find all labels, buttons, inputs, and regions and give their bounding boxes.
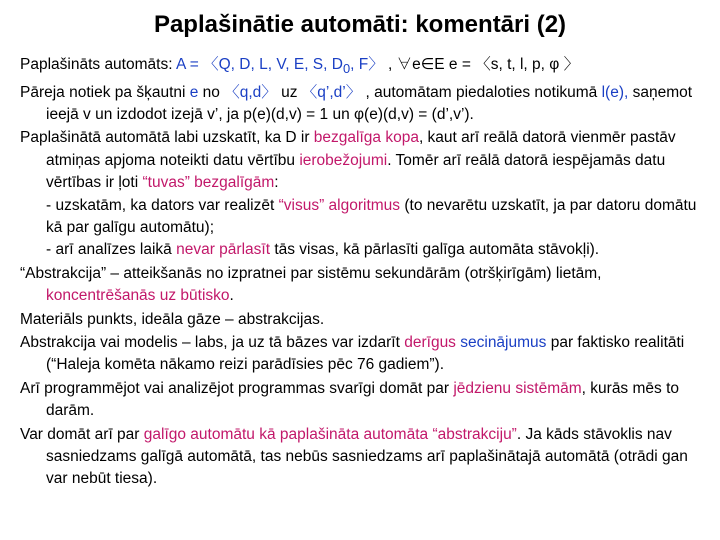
slide-body	[20, 54, 710, 492]
highlight-conclusions: secinājumus	[460, 333, 547, 351]
paragraph-model	[20, 332, 710, 377]
highlight-limits: ierobežojumi	[299, 151, 388, 169]
paragraph-finite-abstraction	[20, 424, 710, 491]
text-run: , automātam piedaloties notikumā	[361, 83, 602, 101]
event-label: l(e),	[601, 83, 629, 101]
highlight-cannot-enumerate: nevar pārlasīt	[176, 241, 271, 259]
text-run: no	[198, 83, 225, 101]
text-run: Abstrakcija vai modelis – labs, ja uz tā bāzes var izdarīt	[20, 333, 405, 351]
paragraph-programming	[20, 378, 710, 423]
paragraph-extended-automaton-definition	[20, 54, 710, 81]
paragraph-infinite-set	[20, 127, 710, 261]
text-run: :	[274, 174, 279, 192]
paragraph-examples: Materiāls punkts, ideāla gāze – abstrakcijas.	[20, 310, 325, 328]
paragraph-abstraction	[20, 263, 710, 308]
text-run: uz	[276, 83, 302, 101]
paragraph-transition	[20, 82, 710, 127]
highlight-close-to-infinite: “tuvas” bezgalīgām	[142, 174, 275, 192]
text-run: “Abstrakcija” – atteikšanās no izpratnei par sistēmu sekundārām (otršķirīgām) lietām,	[20, 264, 602, 282]
text-run: tās visas, kā pārlasīti galīga automāta stāvokļi).	[270, 241, 600, 259]
text-run: Pāreja notiek pa šķautni	[20, 83, 190, 101]
source-state: 〈q,d〉	[224, 83, 277, 101]
highlight-infinite-set: bezgalīga kopa	[313, 129, 419, 147]
text-run: par faktisko realitāti (“Haleja komēta nākamo reizi parādīsies pēc 76 gadiem”).	[46, 333, 685, 374]
highlight-all-algorithms: “visus” algoritmus	[278, 196, 401, 214]
text-run: - arī analīzes laikā	[46, 241, 177, 259]
text-run: , kurās mēs to darām.	[46, 379, 680, 420]
highlight-finite-automaton-abstraction: galīgo automātu kā paplašināta automāta “abstrakciju”	[143, 425, 517, 443]
text-run: saņemot ieejā v un izdodot izejā v’, ja p(e)(d,v) = 1 un φ(e)(d,v) = (d’,v’).	[46, 83, 693, 123]
slide-title: Paplašinātie automāti: komentāri (2)	[153, 11, 567, 38]
formula-subscript: 0	[342, 61, 351, 77]
edge-symbol: e	[189, 83, 199, 101]
text-run: Paplašināts automāts:	[20, 56, 176, 73]
text-run: .	[229, 287, 234, 305]
text-run: . Ja kāds stāvoklis nav sasniedzams galīgā automātā, tas nebūs sasniedzams arī paplašinātajā automātā (otrādi gan var nebūt tiesa).	[46, 425, 688, 488]
text-run: (to nevarētu uzskatīt, ja par datoru domātu kā par galīgu automātu);	[46, 196, 697, 236]
text-run: . Tomēr arī reālā datorā iespējamās datu vērtības ir ļoti	[46, 151, 666, 192]
text-run: Var domāt arī par	[20, 425, 144, 443]
text-run: Paplašinātā automātā labi uzskatīt, ka D ir	[20, 129, 314, 147]
formula-edge: , ∀e∈E e = 〈s, t, l, p, φ 〉	[383, 56, 580, 73]
text-run: - uzskatām, ka dators var realizēt	[46, 196, 279, 214]
highlight-focus-essential: koncentrēšanās uz būtisko	[46, 287, 230, 305]
highlight-valid: derīgus	[404, 333, 456, 351]
formula-tuple-end: , F〉	[350, 56, 384, 73]
target-state: 〈q’,d’〉	[301, 83, 362, 101]
text-run: , kaut arī reālā datorā vienmēr pastāv atmiņas apjoma noteikti datu vērtību	[46, 129, 676, 169]
formula-tuple: A = 〈Q, D, L, V, E, S, D	[175, 56, 343, 73]
highlight-concept-systems: jēdzienu sistēmām	[453, 379, 582, 397]
text-run: Arī programmējot vai analizējot programmas svarīgi domāt par	[20, 379, 454, 397]
